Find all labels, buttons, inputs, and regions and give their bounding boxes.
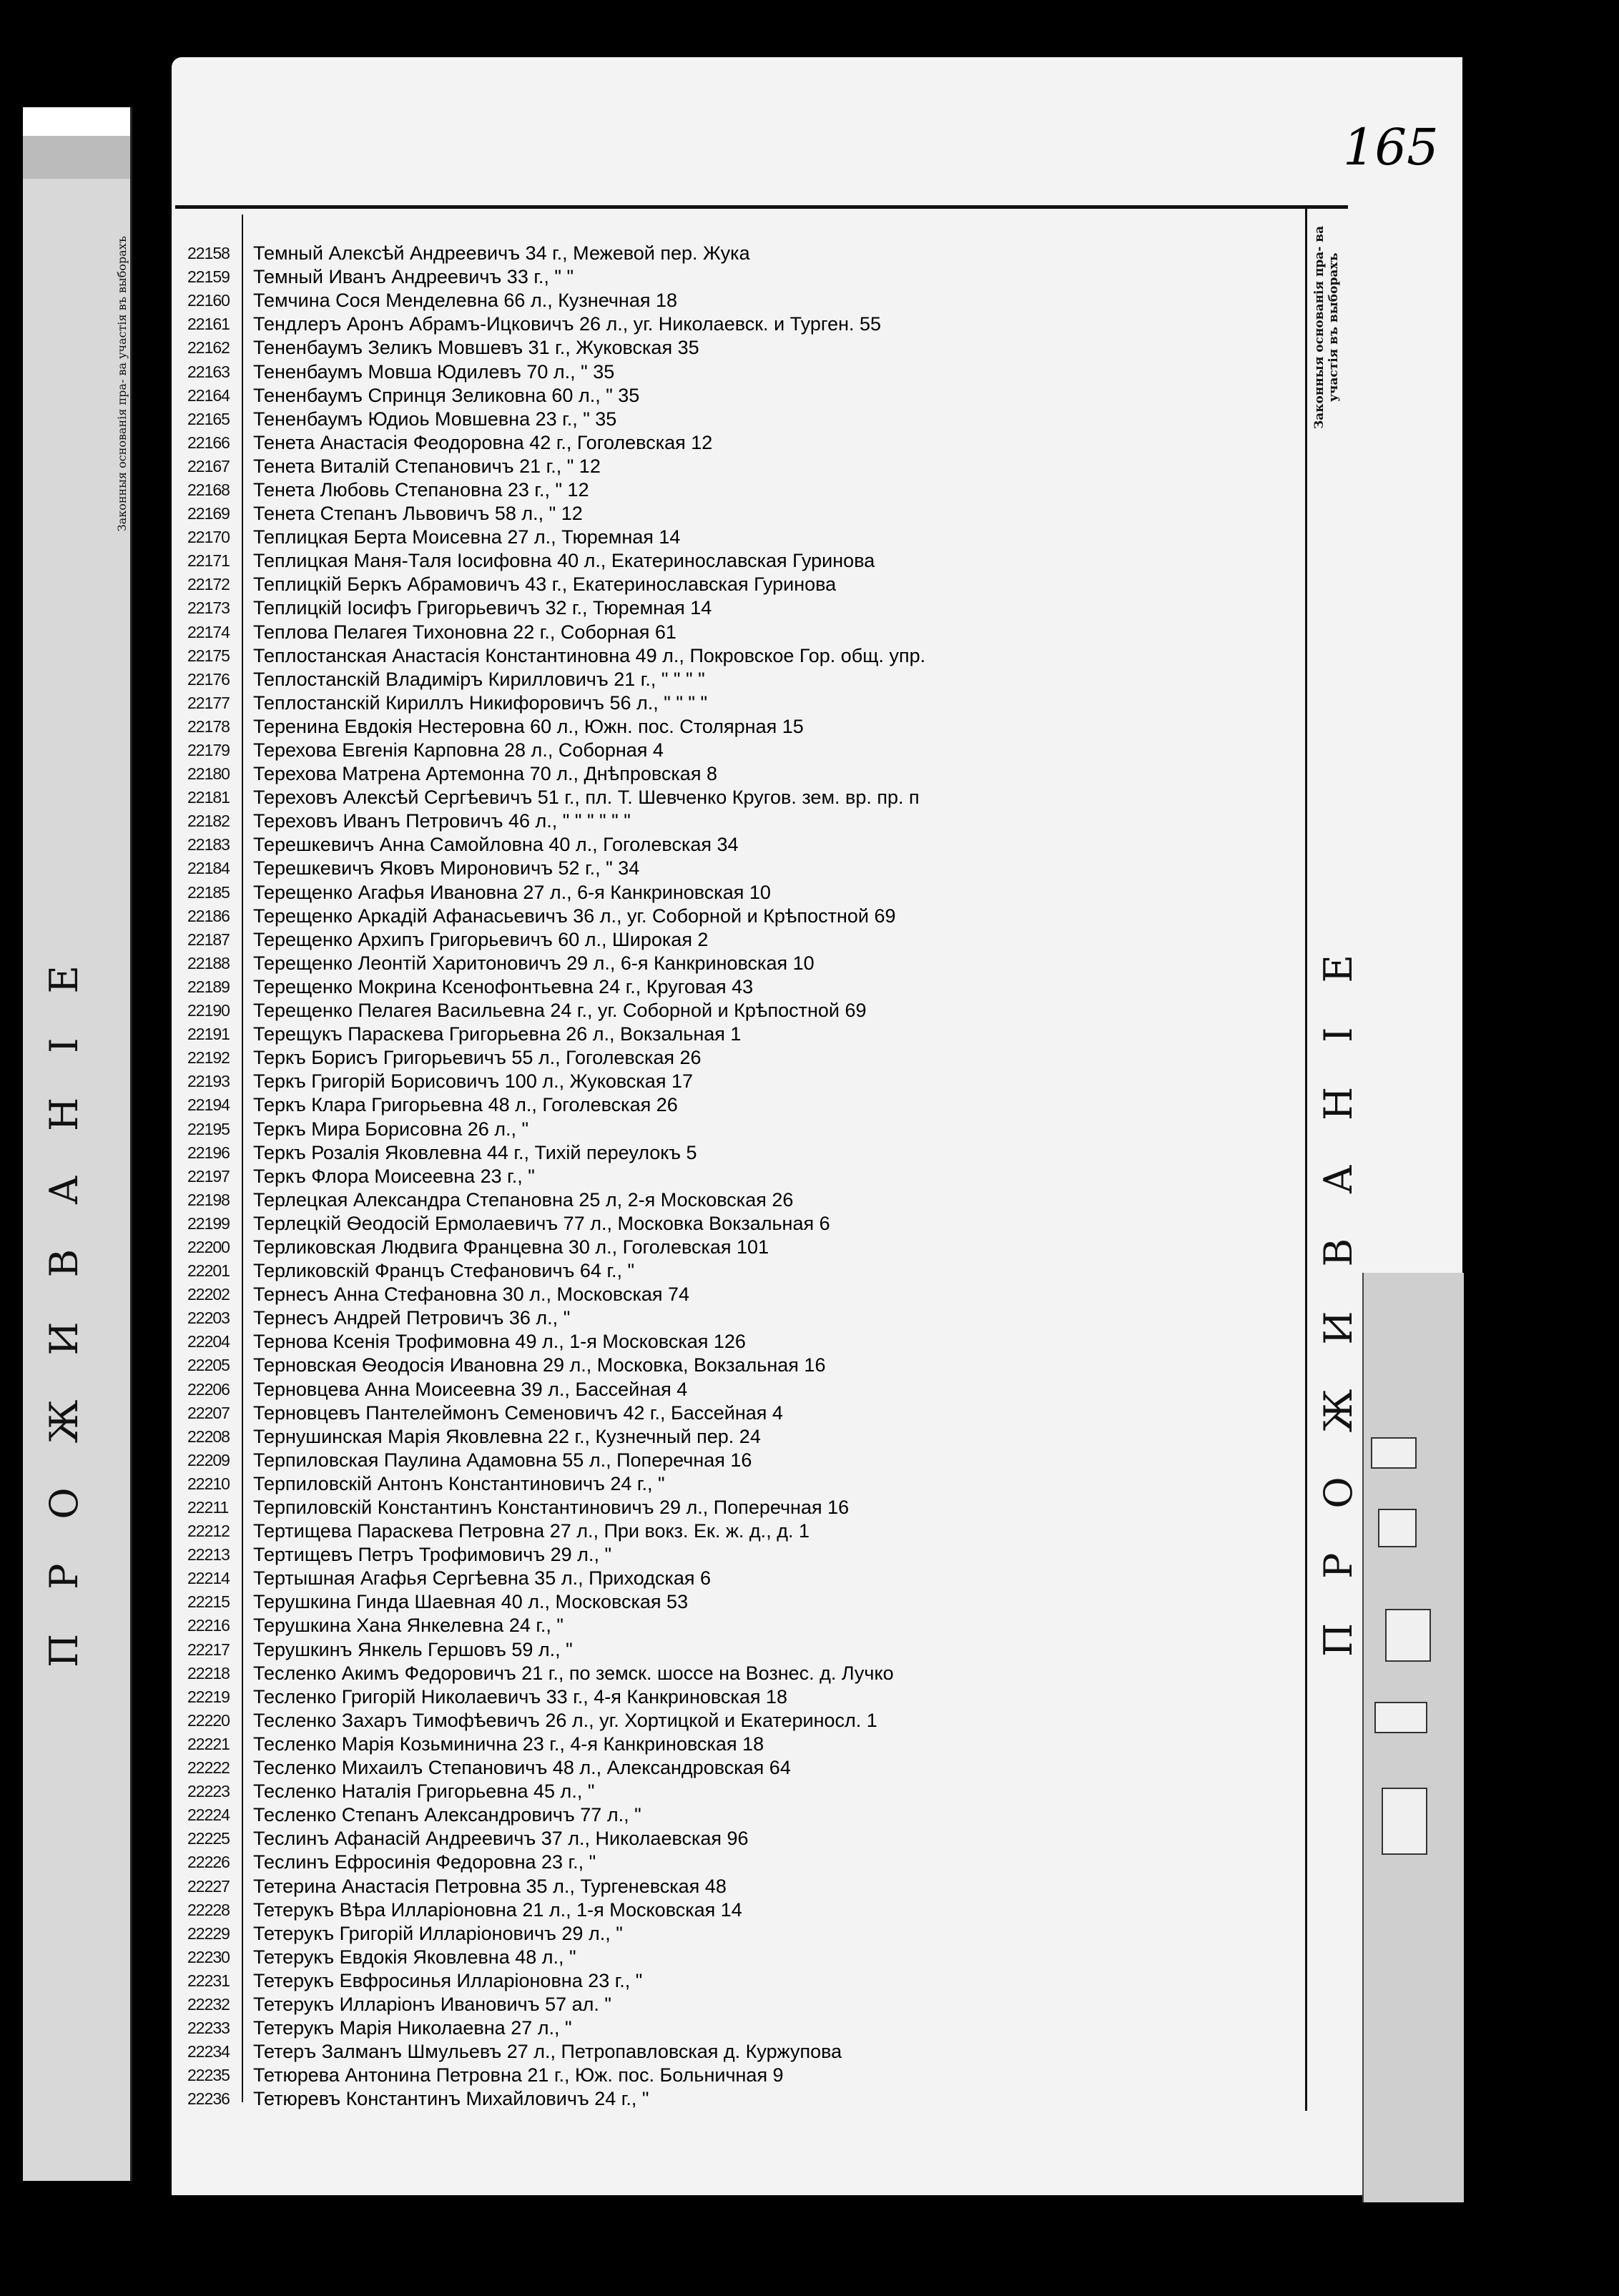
- entry-text: Тетерукъ Евфросинья Илларіоновна 23 г., ": [253, 1969, 643, 1991]
- entry-number: 22223: [187, 1782, 230, 1801]
- entry-text: Терешкевичъ Анна Самойловна 40 л., Гоголевская 34: [253, 834, 739, 856]
- entry-number: 22211: [187, 1498, 229, 1517]
- entry-text: Терехова Евгенія Карповна 28 л., Соборная 4: [253, 739, 664, 762]
- list-item: [187, 1993, 1303, 2016]
- entry-number: 22216: [187, 1616, 230, 1635]
- list-item: [187, 289, 1303, 312]
- entry-number: 22181: [187, 788, 230, 807]
- list-item: [187, 1070, 1303, 1093]
- entry-text: Терехова Матрена Артемонна 70 л., Днѣпровская 8: [253, 763, 717, 785]
- entry-number: 22163: [187, 362, 230, 381]
- entry-text: Тененбаумъ Зеликъ Мовшевъ 31 г., Жуковская 35: [253, 337, 699, 359]
- entry-text: Темный Алексѣй Андреевичъ 34 г., Межевой пер. Жука: [253, 242, 750, 265]
- entry-text: Тенета Анастасія Феодоровна 42 г., Гоголевская 12: [253, 431, 713, 453]
- entry-list: [187, 242, 1303, 2111]
- list-item: [187, 1780, 1303, 1803]
- entry-text: Теркъ Клара Григорьевна 48 л., Гоголевская 26: [253, 1094, 678, 1116]
- list-item: [187, 1614, 1303, 1637]
- top-rule: [175, 205, 1348, 209]
- entry-number: 22210: [187, 1474, 230, 1493]
- list-item: [187, 2040, 1303, 2064]
- entry-number: 22229: [187, 1923, 230, 1943]
- entry-text: Терушкина Хана Янкелевна 24 г., ": [253, 1615, 564, 1637]
- entry-text: Теплицкій Беркъ Абрамовичъ 43 г., Екатеринославская Гуринова: [253, 573, 837, 596]
- entry-number: 22218: [187, 1663, 230, 1682]
- list-item: [187, 1638, 1303, 1662]
- entry-number: 22202: [187, 1285, 230, 1304]
- entry-number: 22194: [187, 1095, 230, 1115]
- entry-number: 22186: [187, 906, 230, 925]
- entry-text: Тетюрева Антонина Петровна 21 г., Юж. пос. Больничная 9: [253, 2064, 784, 2086]
- entry-number: 22228: [187, 1900, 230, 1919]
- entry-number: 22200: [187, 1237, 230, 1256]
- list-item: [187, 384, 1303, 408]
- entry-number: 22160: [187, 291, 230, 310]
- entry-text: Тетерукъ Вѣра Илларіоновна 21 л., 1-я Московская 14: [253, 1898, 742, 1921]
- entry-number: 22188: [187, 953, 230, 972]
- entry-number: 22214: [187, 1569, 230, 1588]
- entry-number: 22159: [187, 267, 230, 287]
- entry-number: 22166: [187, 433, 230, 452]
- entry-number: 22221: [187, 1734, 230, 1753]
- torn-tab: [1374, 1702, 1427, 1733]
- list-item: [187, 502, 1303, 526]
- list-item: [187, 644, 1303, 668]
- entry-number: 22169: [187, 504, 230, 523]
- entry-number: 22192: [187, 1048, 230, 1068]
- entry-text: Терновцевъ Пантелеймонъ Семеновичъ 42 г., Бассейная 4: [253, 1401, 783, 1424]
- entry-text: Темный Иванъ Андреевичъ 33 г., " ": [253, 266, 574, 288]
- right-page-edge: [1362, 1273, 1464, 2202]
- entry-text: Тенета Степанъ Львовичъ 58 л., " 12: [253, 503, 583, 525]
- entry-text: Терещенко Агафья Ивановна 27 л., 6-я Канкриновская 10: [253, 881, 771, 903]
- entry-number: 22199: [187, 1213, 230, 1233]
- entry-number: 22198: [187, 1190, 230, 1209]
- list-item: [187, 1093, 1303, 1117]
- entry-number: 22180: [187, 764, 230, 784]
- list-item: [187, 2064, 1303, 2087]
- entry-text: Теплостанскій Владиміръ Кирилловичъ 21 г., " " " ": [253, 668, 705, 690]
- entry-number: 22204: [187, 1332, 230, 1351]
- list-item: [187, 1946, 1303, 1969]
- entry-text: Темчина Сося Менделевна 66 л., Кузнечная 18: [253, 290, 677, 312]
- list-item: [187, 1969, 1303, 1993]
- list-item: [187, 715, 1303, 739]
- list-item: [187, 312, 1303, 336]
- entry-text: Терещенко Леонтій Харитоновичъ 29 л., 6-я Канкриновская 10: [253, 952, 815, 974]
- right-column-heading: ПРОЖИВАНІЕ: [1316, 910, 1361, 1657]
- entry-text: Тененбаумъ Юдиоь Мовшевна 23 г., " 35: [253, 408, 617, 430]
- entry-text: Тертищевъ Петръ Трофимовичъ 29 л., ": [253, 1544, 612, 1566]
- entry-text: Тенета Виталій Степановичъ 21 г., " 12: [253, 455, 601, 477]
- entry-number: 22167: [187, 456, 230, 476]
- entry-number: 22176: [187, 669, 230, 689]
- entry-number: 22179: [187, 741, 230, 760]
- torn-tab: [1382, 1788, 1427, 1855]
- entry-number: 22195: [187, 1119, 230, 1138]
- list-item: [187, 1496, 1303, 1519]
- list-item: [187, 762, 1303, 786]
- list-item: [187, 905, 1303, 928]
- torn-tab: [1378, 1509, 1417, 1547]
- list-item: [187, 1141, 1303, 1165]
- entry-number: 22190: [187, 1001, 230, 1020]
- torn-tab: [1385, 1609, 1431, 1662]
- entry-text: Тереховъ Иванъ Петровичъ 46 л., " " " " " ": [253, 810, 631, 832]
- list-item: [187, 265, 1303, 289]
- list-item: [187, 455, 1303, 478]
- entry-text: Тетюревъ Константинъ Михайловичъ 24 г., ": [253, 2088, 649, 2110]
- entry-text: Теплицкая Маня-Таля Іосифовна 40 л., Екатеринославская Гуринова: [253, 550, 875, 572]
- entry-number: 22220: [187, 1710, 230, 1730]
- entry-number: 22217: [187, 1640, 230, 1659]
- entry-number: 22225: [187, 1829, 230, 1848]
- entry-text: Тернушинская Марія Яковлевна 22 г., Кузнечный пер. 24: [253, 1425, 761, 1447]
- list-item: [187, 1165, 1303, 1188]
- list-item: [187, 1519, 1303, 1543]
- torn-tab: [1371, 1437, 1417, 1469]
- entry-text: Тесленко Григорій Николаевичъ 33 г., 4-я Канкриновская 18: [253, 1685, 787, 1708]
- entry-text: Тетерина Анастасія Петровна 35 л., Тургеневская 48: [253, 1875, 727, 1897]
- entry-text: Тесленко Акимъ Федоровичъ 21 г., по земск. шоссе на Вознес. д. Лучко: [253, 1662, 894, 1684]
- list-item: [187, 1188, 1303, 1212]
- list-item: [187, 1306, 1303, 1330]
- entry-number: 22215: [187, 1592, 230, 1612]
- entry-number: 22184: [187, 859, 230, 878]
- entry-text: Тернесъ Андрей Петровичъ 36 л., ": [253, 1307, 571, 1329]
- list-item: [187, 478, 1303, 502]
- entry-number: 22174: [187, 622, 230, 641]
- entry-text: Теплицкая Берта Моисевна 27 л., Тюремная 14: [253, 526, 681, 548]
- entry-number: 22222: [187, 1758, 230, 1778]
- entry-text: Терещукъ Параскева Григорьевна 26 л., Вокзальная 1: [253, 1023, 742, 1045]
- list-item: [187, 408, 1303, 431]
- list-item: [187, 833, 1303, 857]
- list-item: [187, 975, 1303, 999]
- entry-text: Теркъ Григорій Борисовичъ 100 л., Жуковская 17: [253, 1070, 693, 1093]
- entry-number: 22189: [187, 977, 230, 996]
- entry-text: Терновская Ѳеодосія Ивановна 29 л., Московка, Вокзальная 16: [253, 1354, 826, 1376]
- list-item: [187, 2016, 1303, 2040]
- entry-number: 22233: [187, 2019, 230, 2038]
- entry-number: 22193: [187, 1072, 230, 1091]
- list-item: [187, 431, 1303, 455]
- list-item: [187, 1709, 1303, 1733]
- entry-number: 22183: [187, 835, 230, 854]
- entry-number: 22219: [187, 1687, 230, 1706]
- entry-number: 22191: [187, 1025, 230, 1044]
- list-item: [187, 739, 1303, 762]
- entry-text: Терушкинъ Янкель Гершовъ 59 л., ": [253, 1638, 573, 1660]
- entry-number: 22196: [187, 1143, 230, 1162]
- entry-text: Теркъ Флора Моисеевна 23 г., ": [253, 1165, 535, 1187]
- entry-text: Теплова Пелагея Тихоновна 22 г., Соборная 61: [253, 621, 676, 643]
- entry-number: 22226: [187, 1853, 230, 1872]
- entry-text: Тесленко Михаилъ Степановичъ 48 л., Александровская 64: [253, 1757, 791, 1779]
- entry-text: Тесленко Степанъ Александровичъ 77 л., ": [253, 1804, 641, 1826]
- entry-text: Тесленко Наталія Григорьевна 45 л., ": [253, 1780, 595, 1803]
- list-item: [187, 1472, 1303, 1496]
- entry-number: 22165: [187, 409, 230, 428]
- list-item: [187, 691, 1303, 715]
- list-item: [187, 1922, 1303, 1946]
- list-item: [187, 1827, 1303, 1851]
- entry-text: Теплостанскій Кириллъ Никифоровичъ 56 л., " " " ": [253, 691, 708, 714]
- entry-text: Терпиловская Паулина Адамовна 55 л., Поперечная 16: [253, 1449, 752, 1471]
- list-item: [187, 881, 1303, 905]
- list-item: [187, 1449, 1303, 1472]
- entry-text: Тендлеръ Аронъ Абрамъ-Ицковичъ 26 л., уг. Николаевск. и Турген. 55: [253, 313, 882, 335]
- entry-number: 22209: [187, 1450, 230, 1469]
- entry-text: Тертищева Параскева Петровна 27 л., При вокз. Ек. ж. д., д. 1: [253, 1520, 810, 1542]
- entry-text: Тертышная Агафья Сергѣевна 35 л., Приходская 6: [253, 1567, 712, 1590]
- entry-text: Тетерукъ Евдокія Яковлевна 48 л., ": [253, 1946, 576, 1968]
- entry-number: 22235: [187, 2066, 230, 2085]
- list-item: [187, 1046, 1303, 1070]
- left-column-note: Законныя основанія пра- ва участія въ выборахъ: [115, 236, 129, 532]
- entry-number: 22236: [187, 2089, 230, 2109]
- entry-number: 22227: [187, 1876, 230, 1896]
- list-item: [187, 1685, 1303, 1709]
- entry-text: Тененбаумъ Спринця Зеликовна 60 л., " 35: [253, 384, 640, 406]
- entry-number: 22162: [187, 338, 230, 358]
- list-item: [187, 952, 1303, 975]
- list-item: [187, 549, 1303, 573]
- list-item: [187, 1330, 1303, 1354]
- entry-text: Тетерукъ Марія Николаевна 27 л., ": [253, 2017, 572, 2039]
- entry-number: 22182: [187, 812, 230, 831]
- entry-text: Теслинъ Ефросинія Федоровна 23 г., ": [253, 1851, 596, 1873]
- list-item: [187, 1401, 1303, 1425]
- entry-number: 22175: [187, 646, 230, 665]
- list-item: [187, 999, 1303, 1023]
- entry-text: Теплостанская Анастасія Константиновна 49 л., Покровское Гор. общ. упр.: [253, 644, 926, 666]
- entry-text: Тетеръ Залманъ Шмульевъ 27 л., Петропавловская д. Куржупова: [253, 2041, 842, 2063]
- entry-text: Теплицкій Іосифъ Григорьевичъ 32 г., Тюремная 14: [253, 597, 712, 619]
- list-item: [187, 1354, 1303, 1377]
- entry-text: Теркъ Розалія Яковлевна 44 г., Тихій переулокъ 5: [253, 1141, 697, 1163]
- entry-text: Терещенко Аркадій Афанасьевичъ 36 л., уг. Соборной и Крѣпостной 69: [253, 905, 896, 927]
- left-strip-top: [23, 136, 130, 179]
- list-item: [187, 928, 1303, 952]
- entry-number: 22208: [187, 1427, 230, 1446]
- entry-number: 22197: [187, 1166, 230, 1186]
- entry-number: 22207: [187, 1403, 230, 1422]
- entry-text: Теслинъ Афанасій Андреевичъ 37 л., Николаевская 96: [253, 1828, 749, 1850]
- right-column-rule: [1305, 209, 1307, 2111]
- entry-number: 22205: [187, 1356, 230, 1375]
- left-column-heading: ПРОЖИВАНІЕ: [41, 921, 87, 1667]
- entry-text: Тененбаумъ Мовша Юдилевъ 70 л., " 35: [253, 360, 615, 383]
- entry-text: Тереховъ Алексѣй Сергѣевичъ 51 г., пл. Т. Шевченко Кругов. зем. вр. пр. п: [253, 787, 920, 809]
- entry-text: Терликовскій Францъ Стефановичъ 64 г., ": [253, 1260, 635, 1282]
- list-item: [187, 809, 1303, 833]
- entry-number: 22185: [187, 882, 230, 902]
- entry-number: 22172: [187, 575, 230, 594]
- entry-text: Тернова Ксенія Трофимовна 49 л., 1-я Московская 126: [253, 1331, 746, 1353]
- entry-text: Терещенко Мокрина Ксенофонтьевна 24 г., Круговая 43: [253, 975, 754, 997]
- entry-text: Терновцева Анна Моисеевна 39 л., Бассейная 4: [253, 1378, 688, 1400]
- entry-number: 22224: [187, 1805, 230, 1825]
- entry-text: Терлецкая Александра Степановна 25 л, 2-я Московская 26: [253, 1188, 794, 1211]
- entry-number: 22206: [187, 1379, 230, 1399]
- entry-text: Терлецкій Ѳеодосій Ермолаевичъ 77 л., Московка Вокзальная 6: [253, 1212, 830, 1234]
- list-item: [187, 2087, 1303, 2111]
- list-item: [187, 1590, 1303, 1614]
- entry-text: Терпиловскій Антонъ Константиновичъ 24 г., ": [253, 1472, 665, 1494]
- entry-text: Терпиловскій Константинъ Константиновичъ 29 л., Поперечная 16: [253, 1497, 850, 1519]
- list-item: [187, 1378, 1303, 1401]
- list-item: [187, 1733, 1303, 1756]
- list-item: [187, 621, 1303, 644]
- entry-text: Теркъ Борисъ Григорьевичъ 55 л., Гоголевская 26: [253, 1047, 702, 1069]
- entry-text: Терликовская Людвига Францевна 30 л., Гоголевская 101: [253, 1236, 769, 1258]
- entry-number: 22230: [187, 1947, 230, 1966]
- page-number: 165: [1343, 118, 1439, 177]
- list-item: [187, 360, 1303, 383]
- entry-text: Тернесъ Анна Стефановна 30 л., Московская 74: [253, 1284, 690, 1306]
- list-item: [187, 596, 1303, 620]
- list-item: [187, 1283, 1303, 1306]
- list-item: [187, 1212, 1303, 1236]
- list-item: [187, 1023, 1303, 1046]
- list-item: [187, 786, 1303, 809]
- list-item: [187, 526, 1303, 549]
- list-item: [187, 1662, 1303, 1685]
- entry-number: 22161: [187, 315, 230, 334]
- list-item: [187, 1567, 1303, 1590]
- entry-text: Теркъ Мира Борисовна 26 л., ": [253, 1118, 529, 1140]
- list-item: [187, 336, 1303, 360]
- left-strip-header: [23, 107, 130, 137]
- list-item: [187, 1117, 1303, 1140]
- entry-text: Тесленко Марія Козьминична 23 г., 4-я Канкриновская 18: [253, 1733, 764, 1755]
- entry-number: 22177: [187, 693, 230, 712]
- entry-number: 22168: [187, 480, 230, 499]
- entry-number: 22158: [187, 244, 230, 263]
- entry-number: 22212: [187, 1522, 230, 1541]
- entry-text: Теренина Евдокія Нестеровна 60 л., Южн. пос. Столярная 15: [253, 715, 804, 737]
- entry-number: 22164: [187, 385, 230, 405]
- list-item: [187, 857, 1303, 880]
- list-item: [187, 573, 1303, 596]
- entry-number: 22213: [187, 1545, 230, 1565]
- list-item: [187, 1236, 1303, 1259]
- list-item: [187, 242, 1303, 265]
- entry-number: 22171: [187, 551, 230, 571]
- entry-number: 22187: [187, 930, 230, 949]
- entry-number: 22201: [187, 1261, 230, 1281]
- entry-text: Терещенко Архипъ Григорьевичъ 60 л., Широкая 2: [253, 928, 709, 950]
- list-item: [187, 1803, 1303, 1827]
- list-item: [187, 1898, 1303, 1922]
- list-item: [187, 1756, 1303, 1780]
- entry-text: Тесленко Захаръ Тимофѣевичъ 26 л., уг. Хортицкой и Екатериносл. 1: [253, 1709, 877, 1731]
- entry-number: 22178: [187, 716, 230, 736]
- entry-number: 22170: [187, 528, 230, 547]
- entry-number: 22231: [187, 1971, 230, 1990]
- entry-number: 22203: [187, 1309, 230, 1328]
- list-item: [187, 1259, 1303, 1283]
- entry-text: Терушкина Гинда Шаевная 40 л., Московская 53: [253, 1591, 689, 1613]
- entry-text: Тетерукъ Григорій Илларіоновичъ 29 л., ": [253, 1922, 623, 1944]
- list-item: [187, 1874, 1303, 1898]
- list-item: [187, 1851, 1303, 1874]
- list-item: [187, 668, 1303, 691]
- entry-number: 22173: [187, 598, 230, 618]
- list-item: [187, 1425, 1303, 1449]
- list-item: [187, 1543, 1303, 1567]
- entry-text: Тенета Любовь Степановна 23 г., " 12: [253, 478, 589, 501]
- entry-number: 22234: [187, 2042, 230, 2061]
- entry-number: 22232: [187, 1994, 230, 2014]
- entry-text: Терешкевичъ Яковъ Мироновичъ 52 г., " 34: [253, 857, 640, 880]
- entry-text: Тетерукъ Илларіонъ Ивановичъ 57 ал. ": [253, 1993, 611, 2015]
- right-column-note: Законныя основанія пра- ва участія въ выборахъ: [1312, 225, 1341, 430]
- entry-text: Терещенко Пелагея Васильевна 24 г., уг. Соборной и Крѣпостной 69: [253, 1000, 867, 1022]
